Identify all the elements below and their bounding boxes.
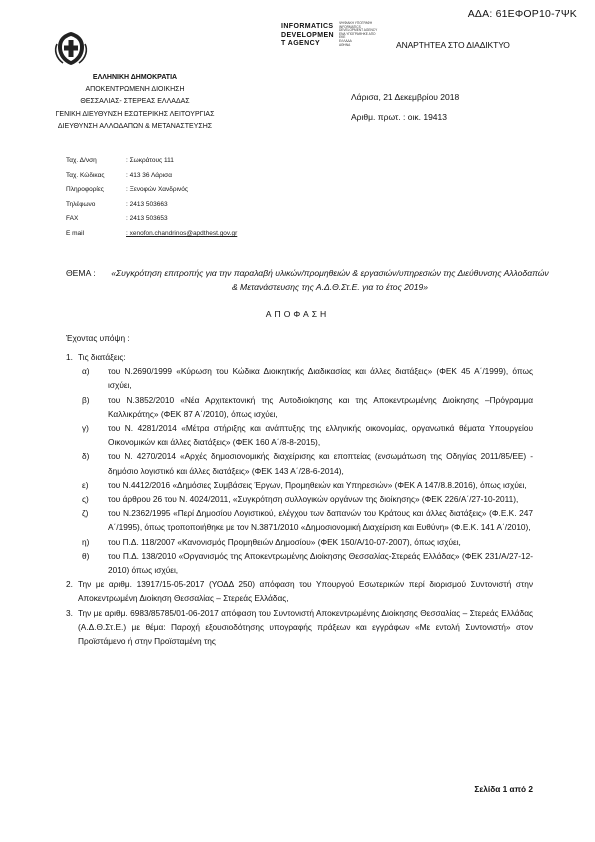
sub-item: ζ) του Ν.2362/1995 «Περί Δημοσίου Λογιστικού, ελέγχου των δαπανών του Κράτους και άλλες διατάξεις» (Φ.Ε.Κ. 247 Α΄/1995), όπως τροποποιήθηκε με τον Ν.3871/2010 «Δημοσιονομική Διαχείριση και Ευθύνη» (Φ.Ε.Κ. 141 Α΄/2010), <box>82 508 533 533</box>
authority-line-2: ΘΕΣΣΑΛΙΑΣ- ΣΤΕΡΕΑΣ ΕΛΛΑΔΑΣ <box>80 98 190 106</box>
sub-item: θ) του Π.Δ. 138/2010 «Οργανισμός της Αποκεντρωμένης Διοίκησης Θεσσαλίας-Στερεάς Ελλάδας» (ΦΕΚ 231/Α/27-12-2010) όπως ισχύει, <box>82 550 533 576</box>
authority-line-1: ΑΠΟΚΕΝΤΡΩΜΕΝΗ ΔΙΟΙΚΗΣΗ <box>85 86 185 94</box>
document-date: Λάρισα, 21 Δεκεμβρίου 2018 <box>351 92 460 102</box>
sub-item: δ) του Ν. 4270/2014 «Αρχές δημοσιονομικής διαχείρισης και εποπτείας (ενσωμάτωση της Οδηγίας 2011/85/ΕΕ) - δημόσιο λογιστικό και άλλες διατάξεις» (ΦΕΚ 143 Α΄/28-6-2014), <box>82 451 533 476</box>
contact-row: Ταχ. Κώδικας : 413 36 Λάρισα <box>66 171 172 179</box>
sub-item: γ) του Ν. 4281/2014 «Μέτρα στήριξης και ανάπτυξης της ελληνικής οικονομίας, οργανωτικά θέματα Υπουργείου Οικονομικών και άλλες διατάξεις» (ΦΕΚ 160 Α΄/8-8-2015), <box>82 423 533 448</box>
republic-title: ΕΛΛΗΝΙΚΗ ΔΗΜΟΚΡΑΤΙΑ <box>92 74 178 81</box>
contact-row: FAX : 2413 503653 <box>66 215 168 223</box>
directorate: ΔΙΕΥΘΥΝΣΗ ΑΛΛΟΔΑΠΩΝ & ΜΕΤΑΝΑΣΤΕΥΣΗΣ <box>57 122 213 130</box>
contact-block <box>66 154 237 242</box>
digital-signature-stamp: ΨΗΦΙΑΚΗ ΥΠΟΓΡΑΦΗ INFORMATICS DEVELOPMENT AGENCY ΕΝΑ ΥΠΟΓΡΑΦΗΚΕ ΑΠΟ ΕΚΕ ΕΛΛΑΔΑ ΑΘΗΝΑ <box>339 21 378 47</box>
issuer-header <box>30 72 240 133</box>
contact-row: Ταχ. Δ/νση : Σωκράτους 111 <box>66 157 174 164</box>
having-regard-heading: Έχοντας υπόψη : <box>66 333 130 343</box>
email-link[interactable]: : xenofon.chandrinos@apdthest.gov.gr <box>126 229 238 237</box>
contact-row: Τηλέφωνο : 2413 503663 <box>66 200 168 208</box>
list-item: 2. Την με αριθμ. 13917/15-05-2017 (ΥΟΔΔ 250) απόφαση του Υπουργού Εσωτερικών περί διορισμού Συντονιστή στην Αποκεντρωμένη Διοίκηση Θεσσαλίας – Στερεάς Ελλάδας, <box>66 579 533 604</box>
sub-item: ε) του Ν.4412/2016 «Δημόσιες Συμβάσεις Έργων, Προμηθειών και Υπηρεσιών» (ΦΕΚ Α 147/8.8.2016), όπως ισχύει, <box>82 479 527 490</box>
list-item: 1. Τις διατάξεις: <box>66 352 126 362</box>
subject-label: ΘΕΜΑ : <box>66 268 96 278</box>
decision-title: ΑΠΟΦΑΣΗ <box>265 309 330 319</box>
sub-item: β) του Ν.3852/2010 «Νέα Αρχιτεκτονική της Αυτοδιοίκησης και της Αποκεντρωμένης Διοίκησης –Πρόγραμμα Καλλικράτης» (ΦΕΚ 87 Α΄/2010), όπως ισχύει, <box>82 394 533 419</box>
considerations-list <box>66 350 533 648</box>
list-item: 3. Την με αριθμ. 6983/85785/01-06-2017 απόφαση του Συντονιστή Αποκεντρωμένης Διοίκησης Θεσσαλίας – Στερεάς Ελλάδας (Α.Δ.Θ.Στ.Ε.) με θέμα: Παροχή εξουσιοδότησης υπογραφής πράξεων και εγγράφων «Με εντολή Συντονιστή» στον Προϊστάμενο ή στην Προϊσταμένη της <box>66 607 533 647</box>
informatics-agency-label: INFORMATICS DEVELOPMEN T AGENCY <box>281 23 335 47</box>
ada-code: ΑΔΑ: 61ΕΦΟΡ10-7ΨΚ <box>467 8 577 20</box>
sub-item: ς) του άρθρου 26 του Ν. 4024/2011, «Συγκρότηση συλλογικών οργάνων της διοίκησης» (ΦΕΚ 226/Α΄/27-10-2011), <box>82 494 519 505</box>
greek-state-emblem-icon <box>51 28 91 68</box>
contact-row: Πληροφορίες : Ξενοφών Χανδρινός <box>66 186 189 194</box>
page-number: Σελίδα 1 από 2 <box>474 784 533 794</box>
contact-row: E mail : xenofon.chandrinos@apdthest.gov.gr <box>66 227 237 242</box>
directorate-general: ΓΕΝΙΚΗ ΔΙΕΥΘΥΝΣΗ ΕΣΩΤΕΡΙΚΗΣ ΛΕΙΤΟΥΡΓΙΑΣ <box>55 110 215 118</box>
sub-item: α) του Ν.2690/1999 «Κύρωση του Κώδικα Διοικητικής Διαδικασίας και άλλες διατάξεις» (ΦΕΚ 45 Α΄/1999), όπως ισχύει, <box>82 366 533 391</box>
sub-item: η) του Π.Δ. 118/2007 «Κανονισμός Προμηθειών Δημοσίου» (ΦΕΚ 150/Α/10-07-2007), όπως ισχύει, <box>82 536 461 547</box>
subject-text: «Συγκρότηση επιτροπής για την παραλαβή υλικών/προμηθειών & εργασιών/υπηρεσιών της Διεύθυνσης Αλλοδαπών & Μετανάστευσης της Α.Δ.Θ.Στ.Ε. για το έτος 2019» <box>111 268 549 292</box>
protocol-number: Αριθμ. πρωτ. : οικ. 19413 <box>351 112 447 122</box>
post-online-notice: ΑΝΑΡΤΗΤΕΑ ΣΤΟ ΔΙΑΔΙΚΤΥΟ <box>396 40 510 50</box>
